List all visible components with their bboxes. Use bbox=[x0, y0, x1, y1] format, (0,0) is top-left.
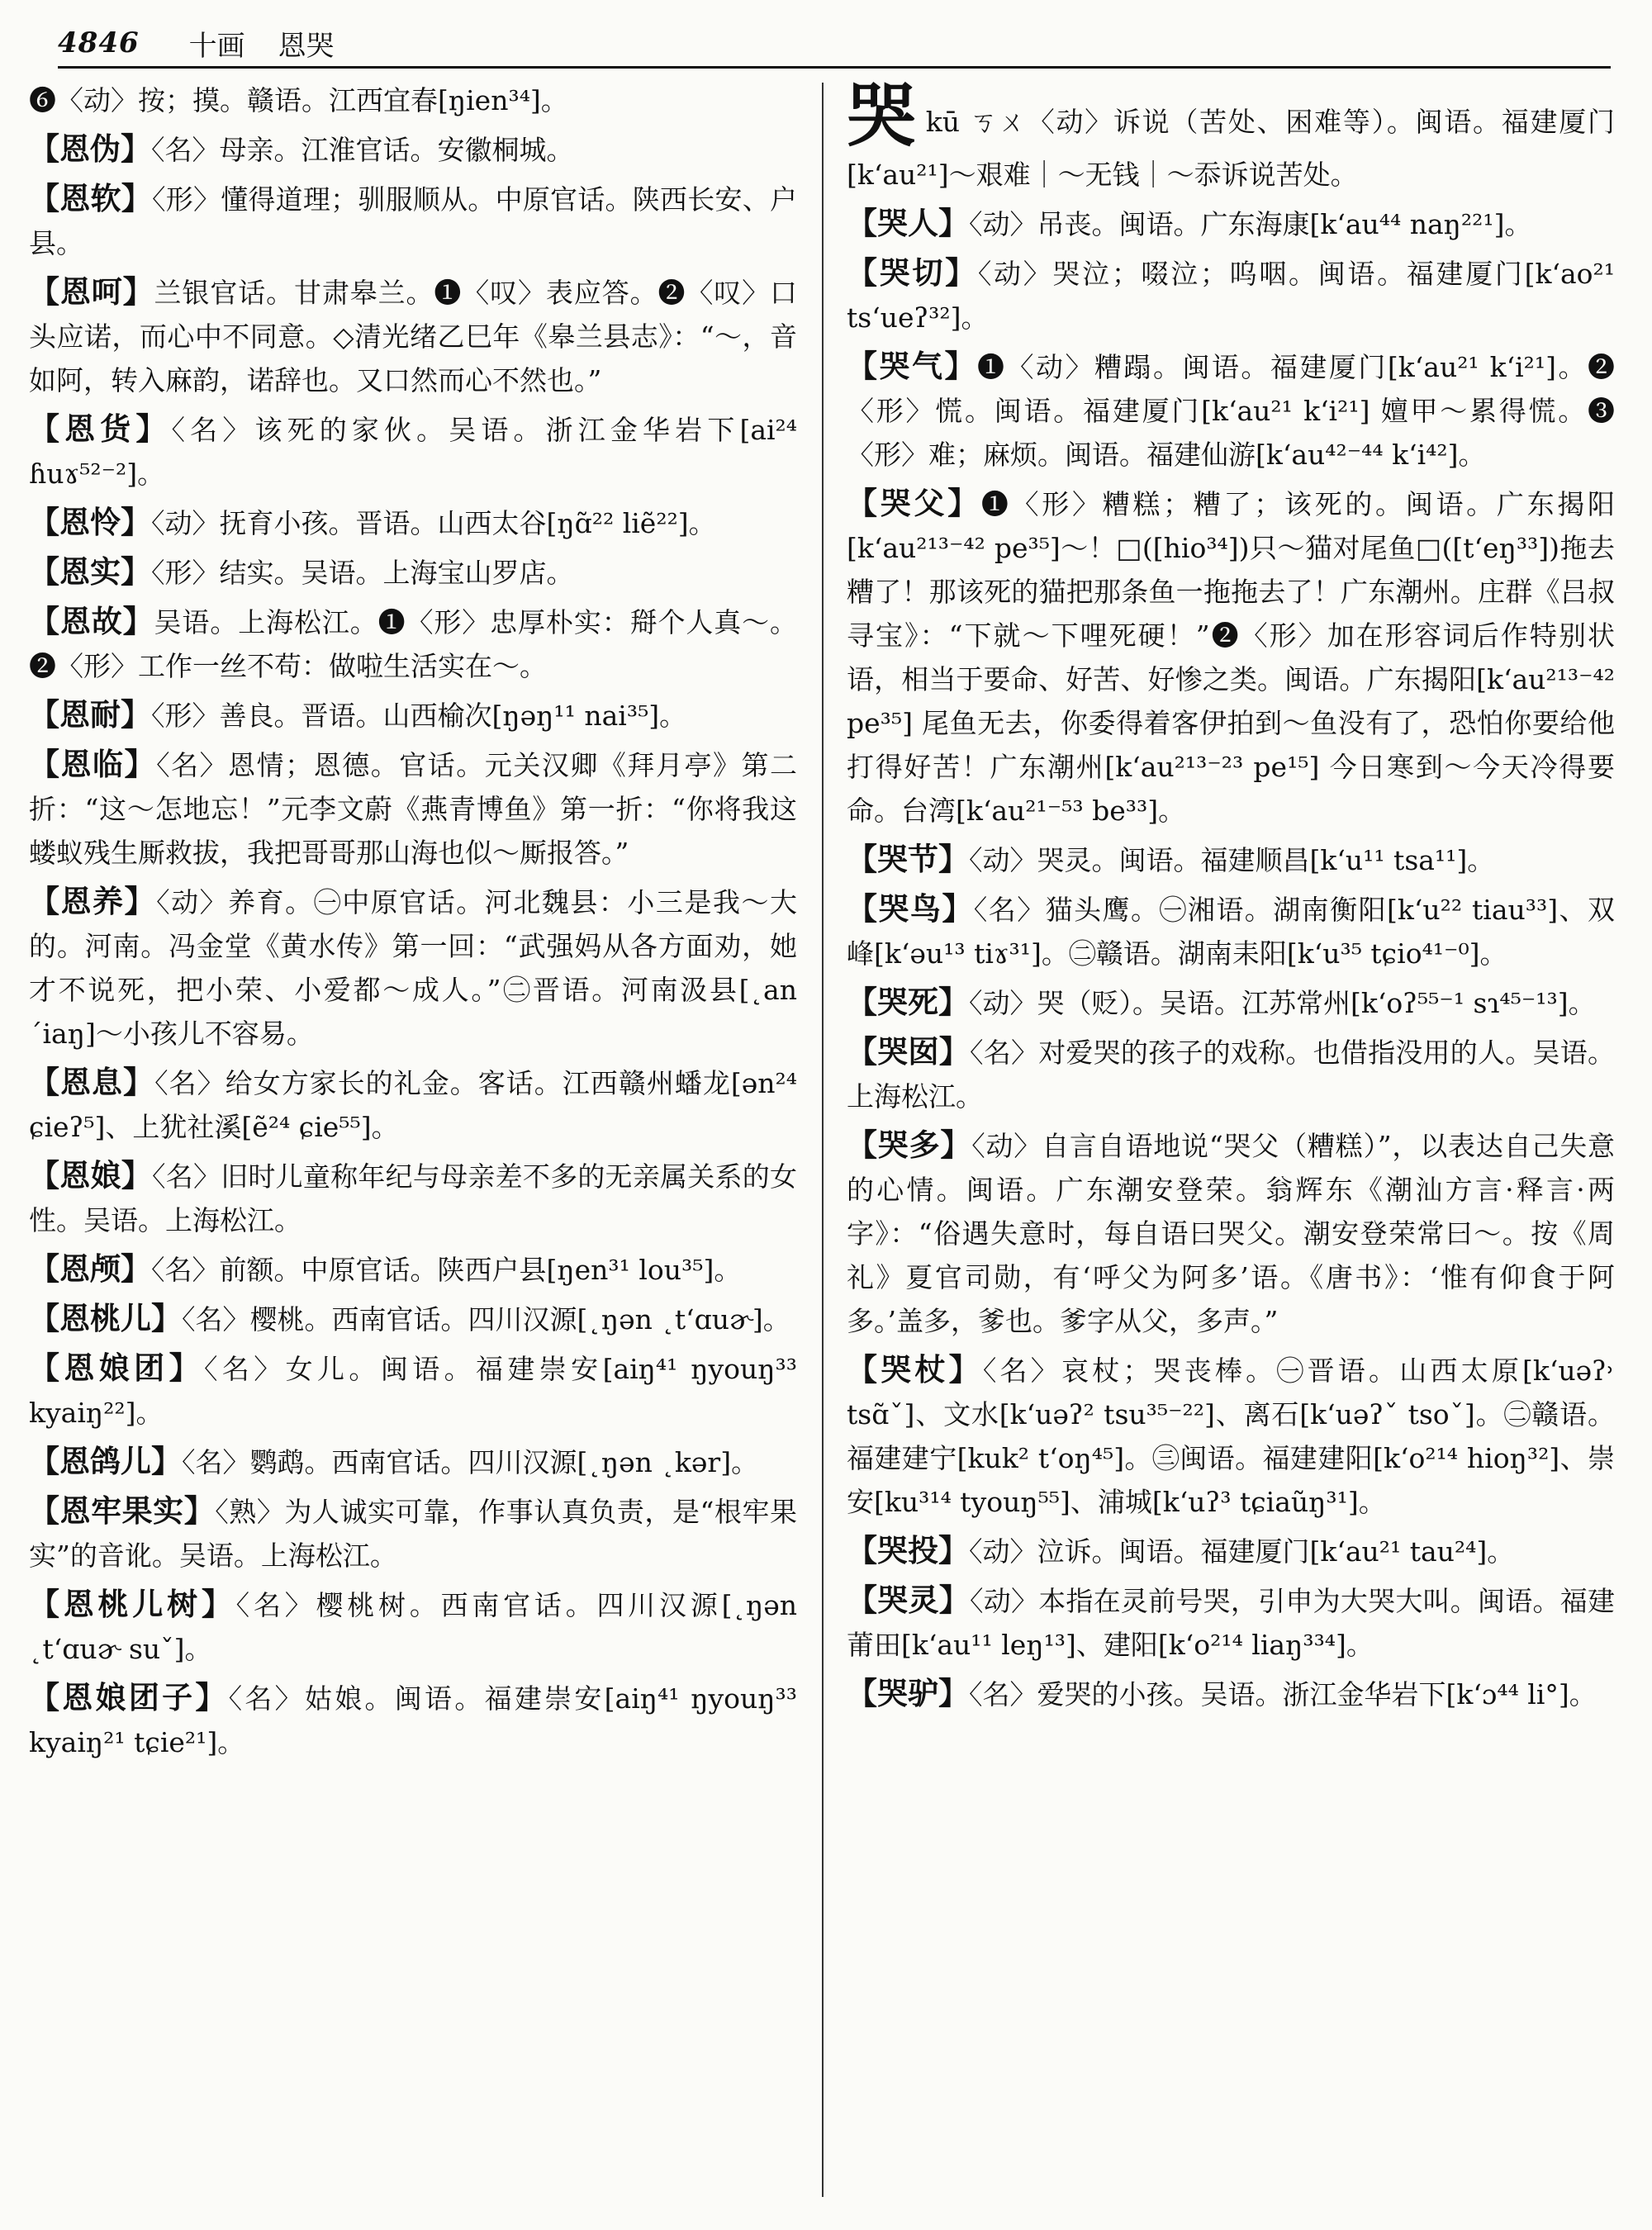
dictionary-entry bbox=[29, 1154, 797, 1242]
dictionary-entry bbox=[847, 837, 1615, 882]
entry-definition: 〈名〉哀杖；哭丧棒。㊀晋语。山西太原[k‘uəʔ˒ tsɑ̃ˇ]、文水[k‘uəʔ² tsu³⁵⁻²²]、离石[k‘uəʔˇ tsoˇ]。㊁赣语。福建建宁[kuk² t‘oŋ⁴⁵]。㊂闽语。福建建阳[k‘o²¹⁴ hioŋ³²]、崇安[ku³¹⁴ tyouŋ⁵⁵]、浦城[k‘uʔ³ tɕiaũŋ³¹]。 bbox=[847, 1355, 1615, 1518]
entry-definition: 〈动〉哭（贬）。吴语。江苏常州[k‘oʔ⁵⁵⁻¹ sɿ⁴⁵⁻¹³]。 bbox=[969, 987, 1596, 1019]
entry-headword: 【恩怜】 bbox=[29, 504, 151, 540]
entry-definition: 〈名〉樱桃树。西南官话。四川汉源[˛ŋən ˛t‘ɑuɚ suˇ]。 bbox=[29, 1589, 797, 1665]
entry-headword: 【恩桃儿】 bbox=[29, 1300, 182, 1336]
entry-definition: 〈名〉鹦鹉。西南官话。四川汉源[˛ŋən ˛kər]。 bbox=[182, 1446, 759, 1478]
dictionary-entry bbox=[29, 1060, 797, 1149]
dictionary-entry bbox=[29, 270, 797, 402]
entry-definition: 〈名〉给女方家长的礼金。客话。江西赣州蟠龙[ən²⁴ ɕieʔ⁵]、上犹社溪[ẽ²⁴ ɕie⁵⁵]。 bbox=[29, 1067, 797, 1143]
dictionary-entry bbox=[29, 693, 797, 738]
dictionary-entry bbox=[29, 743, 797, 875]
entry-definition: 〈动〉哭泣；啜泣；呜咽。闽语。福建厦门[k‘ao²¹ ts‘ueʔ³²]。 bbox=[847, 258, 1615, 334]
left-column bbox=[29, 78, 797, 2209]
entry-headword-large: 哭 bbox=[847, 78, 918, 156]
entry-definition: 〈名〉恩情；恩德。官话。元关汉卿《拜月亭》第二折：“这～怎地忘！”元李文蔚《燕青博鱼》第一折：“你将我这蝼蚁残生厮救拔，我把哥哥那山海也似～厮报答。” bbox=[29, 749, 797, 869]
header-characters: 恩哭 bbox=[278, 29, 335, 63]
entry-definition: 〈名〉姑娘。闽语。福建崇安[aiŋ⁴¹ ŋyouŋ³³ kyaiŋ²¹ tɕie²¹]。 bbox=[29, 1682, 797, 1758]
dictionary-entry bbox=[29, 177, 797, 265]
entry-headword: 【哭人】 bbox=[847, 205, 969, 241]
entry-headword: 【哭死】 bbox=[847, 984, 969, 1020]
entry-definition: 〈形〉懂得道理；驯服顺从。中原官话。陕西长安、户县。 bbox=[29, 183, 797, 259]
entry-headword: 【恩娘团】 bbox=[29, 1350, 204, 1386]
dictionary-entry bbox=[29, 78, 797, 122]
dictionary-entry bbox=[847, 1529, 1615, 1573]
entry-headword: 【恩临】 bbox=[29, 746, 157, 782]
entry-definition: 〈熟〉为人诚实可靠，作事认真负责，是“根牢果实”的音讹。吴语。上海松江。 bbox=[29, 1496, 797, 1572]
dictionary-entry bbox=[847, 980, 1615, 1025]
dictionary-entry bbox=[29, 550, 797, 595]
entry-headword: 【恩娘团子】 bbox=[29, 1679, 229, 1715]
dictionary-entry bbox=[29, 1489, 797, 1578]
entry-definition: 〈动〉吊丧。闽语。广东海康[k‘au⁴⁴ naŋ²²¹]。 bbox=[969, 208, 1532, 240]
entry-headword: 【哭杖】 bbox=[847, 1351, 983, 1388]
dictionary-entry bbox=[29, 1440, 797, 1484]
dictionary-entry bbox=[29, 1247, 797, 1292]
entry-definition: 〈名〉母亲。江淮官话。安徽桐城。 bbox=[151, 134, 574, 166]
dictionary-entry bbox=[29, 1676, 797, 1764]
dictionary-entry bbox=[29, 880, 797, 1056]
entry-definition: 〈名〉爱哭的小孩。吴语。浙江金华岩下[k‘ɔ⁴⁴ li°]。 bbox=[969, 1678, 1597, 1710]
dictionary-entry bbox=[847, 202, 1615, 246]
column-divider bbox=[822, 83, 824, 2197]
entry-definition: 〈名〉樱桃。西南官话。四川汉源[˛ŋən ˛t‘ɑuɚ]。 bbox=[182, 1303, 790, 1336]
entry-headword: 【恩故】 bbox=[29, 603, 154, 639]
entry-headword: 【哭切】 bbox=[847, 254, 978, 291]
dictionary-entry bbox=[29, 600, 797, 688]
entry-headword: 【哭气】 bbox=[847, 348, 977, 384]
right-column bbox=[847, 78, 1615, 2209]
entry-headword: 【哭鸟】 bbox=[847, 890, 974, 927]
entry-headword: 【哭投】 bbox=[847, 1532, 969, 1568]
entry-headword: 【恩伪】 bbox=[29, 130, 151, 167]
entry-definition: 〈动〉本指在灵前号哭，引申为大哭大叫。闽语。福建莆田[k‘au¹¹ leŋ¹³]、建阳[k‘o²¹⁴ liaŋ³³⁴]。 bbox=[847, 1585, 1615, 1661]
entry-headword: 【哭父】 bbox=[847, 485, 981, 521]
entry-definition: 〈名〉该死的家伙。吴语。浙江金华岩下[ai²⁴ ɦuɤ⁵²⁻²]。 bbox=[29, 414, 797, 490]
entry-definition: ❶〈动〉糟蹋。闽语。福建厦门[k‘au²¹ k‘i²¹]。❷〈形〉慌。闽语。福建厦门[k‘au²¹ k‘i²¹] 嬗甲～累得慌。❸〈形〉难；麻烦。闽语。福建仙游[k‘au⁴²⁻⁴⁴ k‘i⁴²]。 bbox=[847, 351, 1615, 471]
entry-definition: 〈动〉自言自语地说“哭父（糟糕）”，以表达自己失意的心情。闽语。广东潮安登荣。翁辉东《潮汕方言·释言·两字》：“俗遇失意时，每自语曰哭父。潮安登荣常曰～。按《周礼》夏官司勋，有‘呼父为阿多’语。《唐书》：‘惟有仰食于阿多。’盖多，爹也。爹字从父，多声。” bbox=[847, 1130, 1615, 1337]
entry-headword: 【恩桃儿树】 bbox=[29, 1586, 236, 1622]
entry-definition: 〈动〉泣诉。闽语。福建厦门[k‘au²¹ tau²⁴]。 bbox=[969, 1535, 1515, 1568]
entry-definition: 〈名〉前额。中原官话。陕西户县[ŋen³¹ lou³⁵]。 bbox=[151, 1254, 742, 1286]
entry-definition: 〈名〉女儿。闽语。福建崇安[aiŋ⁴¹ ŋyouŋ³³ kyaiŋ²²]。 bbox=[29, 1353, 797, 1429]
entry-headword: 【恩呵】 bbox=[29, 273, 154, 310]
dictionary-entry bbox=[847, 482, 1615, 833]
dictionary-entry bbox=[847, 344, 1615, 477]
dictionary-entry bbox=[847, 1348, 1615, 1524]
entry-headword: 【恩软】 bbox=[29, 180, 152, 216]
entry-headword: 【哭节】 bbox=[847, 841, 969, 877]
entry-definition: 〈形〉结实。吴语。上海宝山罗店。 bbox=[151, 557, 574, 589]
entry-definition: 吴语。上海松江。❶〈形〉忠厚朴实：搿个人真～。❷〈形〉工作一丝不苟：做啦生活实在～。 bbox=[29, 606, 797, 682]
entry-headword: 【恩货】 bbox=[29, 410, 172, 447]
entry-definition: kū ㄎㄨ〈动〉诉说（苦处、困难等）。闽语。福建厦门[k‘au²¹]～艰难｜～无钱｜～忝诉说苦处。 bbox=[847, 106, 1615, 191]
entry-definition: 兰银官话。甘肃皋兰。❶〈叹〉表应答。❷〈叹〉口头应诺，而心中不同意。◇清光绪乙巳年《皋兰县志》：“～，音如阿，转入麻韵，诺辞也。又口然而心不然也。” bbox=[29, 277, 797, 396]
entry-headword: 【哭驴】 bbox=[847, 1675, 969, 1711]
page-number: 4846 bbox=[58, 26, 140, 59]
entry-definition: 〈名〉旧时儿童称年纪与母亲差不多的无亲属关系的女性。吴语。上海松江。 bbox=[29, 1160, 797, 1236]
entry-headword: 【恩实】 bbox=[29, 553, 151, 590]
entry-definition: ❶〈形〉糟糕；糟了；该死的。闽语。广东揭阳[k‘au²¹³⁻⁴² pe³⁵]～！□([hio³⁴])只～猫对尾鱼□([t‘eŋ³³])拖去 糟了！那该死的猫把那条鱼一拖拖去了！广东潮州。庄群《吕叔寻宝》：“下就～下哩死硬！”❷〈形〉加在形容词后作特别状语，相当于要命、好苦、好惨之类。闽语。广东揭阳[k‘au²¹³⁻⁴² pe³⁵] 尾鱼无去，你委得着客伊拍到～鱼没有了，恐怕你要给他打得好苦！广东潮州[k‘au²¹³⁻²³ pe¹⁵] 今日寒到～今天冷得要命。台湾[k‘au²¹⁻⁵³ be³³]。 bbox=[847, 488, 1615, 827]
entry-headword: 【恩牢果实】 bbox=[29, 1492, 216, 1529]
entry-headword: 【恩娘】 bbox=[29, 1157, 152, 1193]
entry-headword: 【恩颅】 bbox=[29, 1250, 151, 1287]
dictionary-entry bbox=[847, 1672, 1615, 1716]
entry-headword: 【恩鸽儿】 bbox=[29, 1443, 182, 1479]
dictionary-entry bbox=[847, 1123, 1615, 1343]
entry-headword: 【哭多】 bbox=[847, 1127, 972, 1163]
dictionary-entry bbox=[847, 887, 1615, 975]
entry-definition: 〈动〉抚育小孩。晋语。山西太谷[ŋɑ̃²² liẽ²²]。 bbox=[151, 507, 716, 539]
entry-headword: 【哭囡】 bbox=[847, 1033, 970, 1070]
dictionary-entry bbox=[29, 1297, 797, 1341]
dictionary-entry bbox=[29, 127, 797, 172]
entry-definition: ❻〈动〉按；摸。赣语。江西宜春[ŋien³⁴]。 bbox=[29, 84, 568, 116]
entry-definition: 〈动〉哭灵。闽语。福建顺昌[k‘u¹¹ tsa¹¹]。 bbox=[969, 844, 1495, 876]
dictionary-entry bbox=[29, 1582, 797, 1671]
page-header bbox=[58, 20, 1611, 69]
entry-definition: 〈形〉善良。晋语。山西榆次[ŋəŋ¹¹ nai³⁵]。 bbox=[151, 700, 687, 732]
dictionary-entry bbox=[847, 251, 1615, 339]
entry-headword: 【恩息】 bbox=[29, 1064, 155, 1100]
dictionary-entry bbox=[847, 78, 1615, 197]
entry-headword: 【恩耐】 bbox=[29, 696, 151, 733]
dictionary-entry bbox=[29, 407, 797, 496]
dictionary-entry bbox=[847, 1578, 1615, 1667]
entry-definition: 〈名〉对爱哭的孩子的戏称。也借指没用的人。吴语。上海松江。 bbox=[847, 1037, 1615, 1113]
entry-definition: 〈动〉养育。㊀中原官话。河北魏县：小三是我～大的。河南。冯金堂《黄水传》第一回：“武强妈从各方面劝，她才不说死，把小荣、小爱都～成人。”㊁晋语。河南汲县[˛an ˊiaŋ]～小孩儿不容易。 bbox=[29, 886, 797, 1050]
dictionary-entry bbox=[847, 1030, 1615, 1118]
entry-definition: 〈名〉猫头鹰。㊀湘语。湖南衡阳[k‘u²² tiau³³]、双峰[k‘əu¹³ tiɤ³¹]。㊁赣语。湖南耒阳[k‘u³⁵ tɕio⁴¹⁻⁰]。 bbox=[847, 894, 1615, 970]
dictionary-entry bbox=[29, 501, 797, 545]
section-label: 十画 bbox=[188, 29, 245, 63]
dictionary-entry bbox=[29, 1346, 797, 1435]
entry-headword: 【恩养】 bbox=[29, 883, 157, 919]
entry-headword: 【哭灵】 bbox=[847, 1582, 970, 1618]
